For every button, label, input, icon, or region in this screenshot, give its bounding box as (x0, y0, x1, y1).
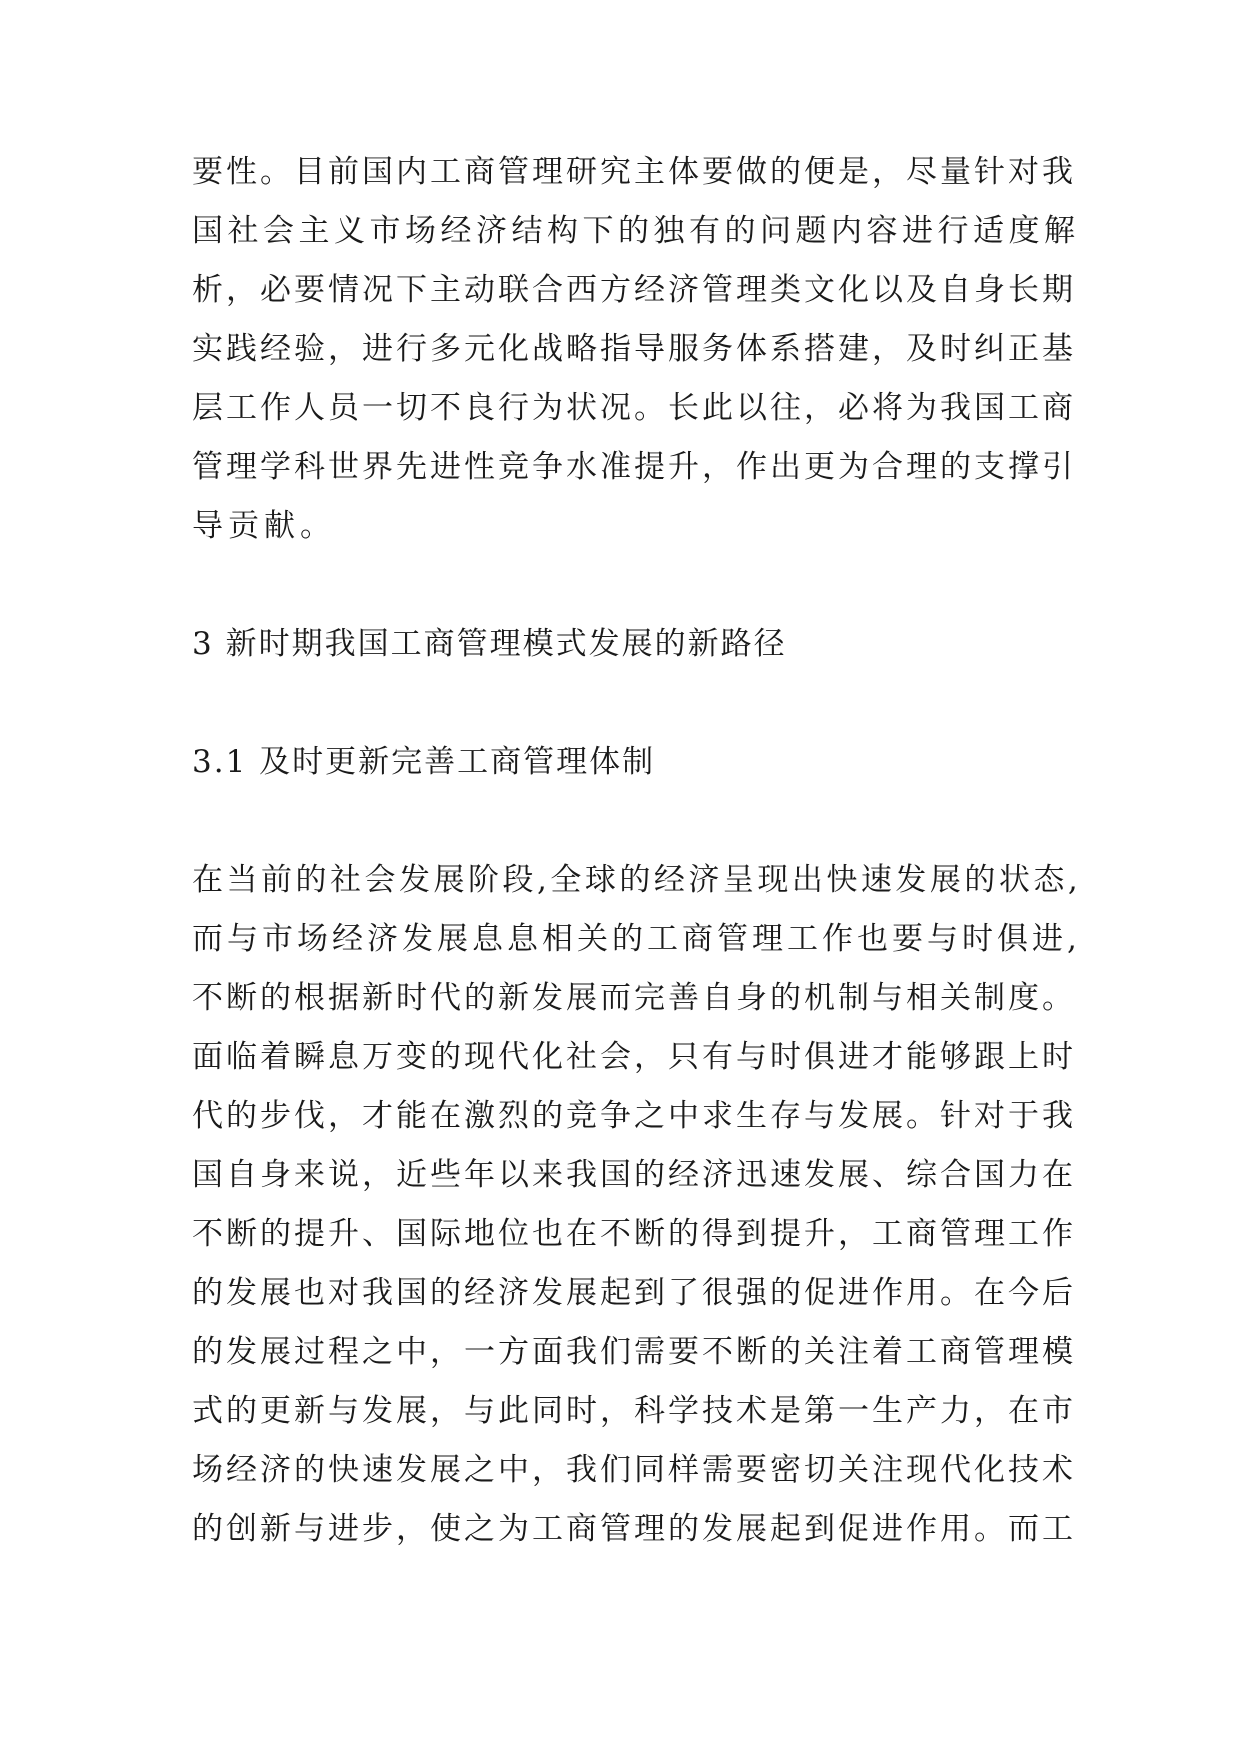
paragraph-2-line-10: 式的更新与发展，与此同时，科学技术是第一生产力，在市 (192, 1393, 1076, 1429)
paragraph-2-line-3: 不断的根据新时代的新发展而完善自身的机制与相关制度。 (192, 980, 1076, 1016)
paragraph-2-line-12: 的创新与进步，使之为工商管理的发展起到促进作用。而工 (192, 1511, 1076, 1547)
paragraph-2-line-6: 国自身来说，近些年以来我国的经济迅速发展、综合国力在 (192, 1157, 1076, 1193)
paragraph-1-line-4: 实践经验，进行多元化战略指导服务体系搭建，及时纠正基 (192, 331, 1076, 367)
section-heading: 3 新时期我国工商管理模式发展的新路径 (192, 626, 787, 662)
paragraph-2-line-9: 的发展过程之中，一方面我们需要不断的关注着工商管理模 (192, 1334, 1076, 1370)
paragraph-1-line-5: 层工作人员一切不良行为状况。长此以往，必将为我国工商 (192, 390, 1076, 426)
paragraph-2-line-5: 代的步伐，才能在激烈的竞争之中求生存与发展。针对于我 (192, 1098, 1076, 1134)
paragraph-2-line-1: 在当前的社会发展阶段,全球的经济呈现出快速发展的状态, (192, 862, 1082, 898)
paragraph-1-line-6: 管理学科世界先进性竞争水准提升，作出更为合理的支撑引 (192, 449, 1076, 485)
paragraph-1-line-7: 导贡献。 (192, 508, 336, 544)
paragraph-2-line-8: 的发展也对我国的经济发展起到了很强的促进作用。在今后 (192, 1275, 1076, 1311)
paragraph-1-line-1: 要性。目前国内工商管理研究主体要做的便是，尽量针对我 (192, 154, 1076, 190)
paragraph-2-line-11: 场经济的快速发展之中，我们同样需要密切关注现代化技术 (192, 1452, 1076, 1488)
subsection-heading: 3.1 及时更新完善工商管理体制 (192, 744, 656, 780)
paragraph-2-line-7: 不断的提升、国际地位也在不断的得到提升，工商管理工作 (192, 1216, 1076, 1252)
paragraph-2-line-4: 面临着瞬息万变的现代化社会，只有与时俱进才能够跟上时 (192, 1039, 1076, 1075)
paragraph-1-line-3: 析，必要情况下主动联合西方经济管理类文化以及自身长期 (192, 272, 1076, 308)
paragraph-2-line-2: 而与市场经济发展息息相关的工商管理工作也要与时俱进, (192, 921, 1081, 957)
paragraph-1-line-2: 国社会主义市场经济结构下的独有的问题内容进行适度解 (192, 213, 1080, 249)
